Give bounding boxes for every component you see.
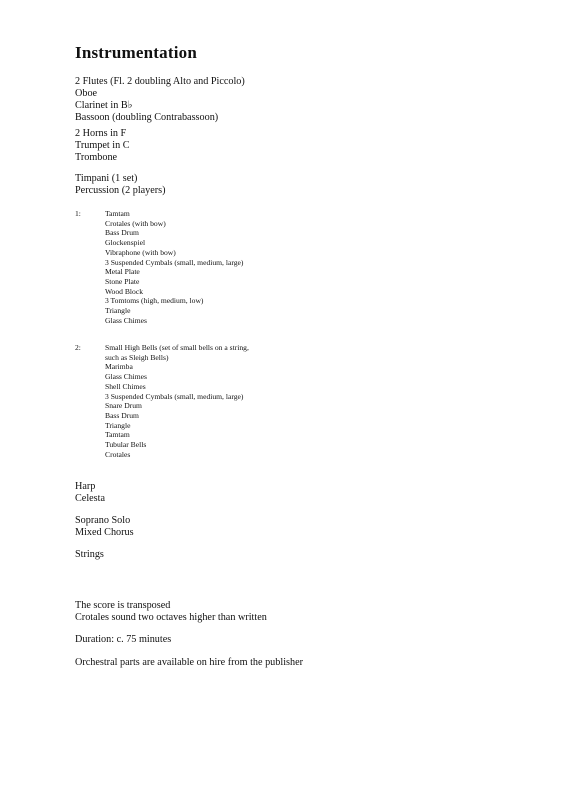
percussion-item: 3 Tomtoms (high, medium, low) <box>105 296 204 306</box>
percussion-item: Tamtam <box>105 430 130 440</box>
percussion-player-1 <box>75 209 495 325</box>
percussion-item: Wood Block <box>105 286 143 296</box>
percussion-item: such as Sleigh Bells) <box>105 352 169 362</box>
percussion-item: Tamtam <box>105 209 130 218</box>
woodwinds-group <box>75 76 245 124</box>
brass-group <box>75 128 130 164</box>
duration-note <box>75 634 171 646</box>
percussion-item: Snare Drum <box>105 401 142 411</box>
instrument-line: 2 Flutes (Fl. 2 doubling Alto and Piccolo) <box>75 76 245 87</box>
player-number: 2: <box>75 343 81 352</box>
percussion-item: Vibraphone (with bow) <box>105 247 176 257</box>
instrument-line: Oboe <box>75 88 98 99</box>
player-number: 1: <box>75 209 81 218</box>
percussion-item: Bass Drum <box>105 410 139 420</box>
percussion-list <box>105 209 495 325</box>
instrument-line: Celesta <box>75 493 105 504</box>
percussion-list <box>105 343 495 459</box>
percussion-item: Small High Bells (set of small bells on a string, <box>105 343 249 352</box>
percussion-item: Glass Chimes <box>105 372 147 382</box>
instrument-line: Harp <box>75 481 96 492</box>
instrument-line: Timpani (1 set) <box>75 173 138 184</box>
instrument-line: Bassoon (doubling Contrabassoon) <box>75 112 219 123</box>
percussion-item: 3 Suspended Cymbals (small, medium, large) <box>105 391 244 401</box>
percussion-item: Triangle <box>105 420 131 430</box>
percussion-player-2 <box>75 343 495 459</box>
percussion-item: Stone Plate <box>105 276 140 286</box>
strings-group <box>75 549 104 561</box>
percussion-item: Shell Chimes <box>105 381 146 391</box>
timpani-percussion-group <box>75 173 166 197</box>
instrument-line: Trumpet in C <box>75 140 130 151</box>
percussion-item: Bass Drum <box>105 228 139 238</box>
note-line: The score is transposed <box>75 600 171 611</box>
harp-celesta-group <box>75 481 105 505</box>
note-line: Duration: c. 75 minutes <box>75 634 172 645</box>
percussion-item: Crotales <box>105 449 131 459</box>
voices-group <box>75 515 134 539</box>
instrument-line: Percussion (2 players) <box>75 185 166 196</box>
parts-note <box>75 657 303 669</box>
percussion-item: Glass Chimes <box>105 315 147 325</box>
note-line: Crotales sound two octaves higher than written <box>75 612 267 623</box>
instrument-line: Clarinet in B♭ <box>75 100 133 111</box>
instrument-line: Mixed Chorus <box>75 527 134 538</box>
instrument-line: 2 Horns in F <box>75 128 127 139</box>
transposition-note <box>75 600 267 624</box>
instrument-line: Soprano Solo <box>75 515 131 526</box>
percussion-item: Metal Plate <box>105 267 140 277</box>
percussion-item: Crotales (with bow) <box>105 218 166 228</box>
percussion-item: Glockenspiel <box>105 238 146 248</box>
instrument-line: Strings <box>75 549 104 560</box>
percussion-item: 3 Suspended Cymbals (small, medium, large) <box>105 257 244 267</box>
note-line: Orchestral parts are available on hire from the publisher <box>75 657 303 668</box>
percussion-item: Marimba <box>105 362 133 372</box>
instrument-line: Trombone <box>75 152 118 163</box>
page-title: Instrumentation <box>75 43 198 62</box>
percussion-item: Triangle <box>105 306 131 316</box>
percussion-item: Tubular Bells <box>105 440 147 450</box>
